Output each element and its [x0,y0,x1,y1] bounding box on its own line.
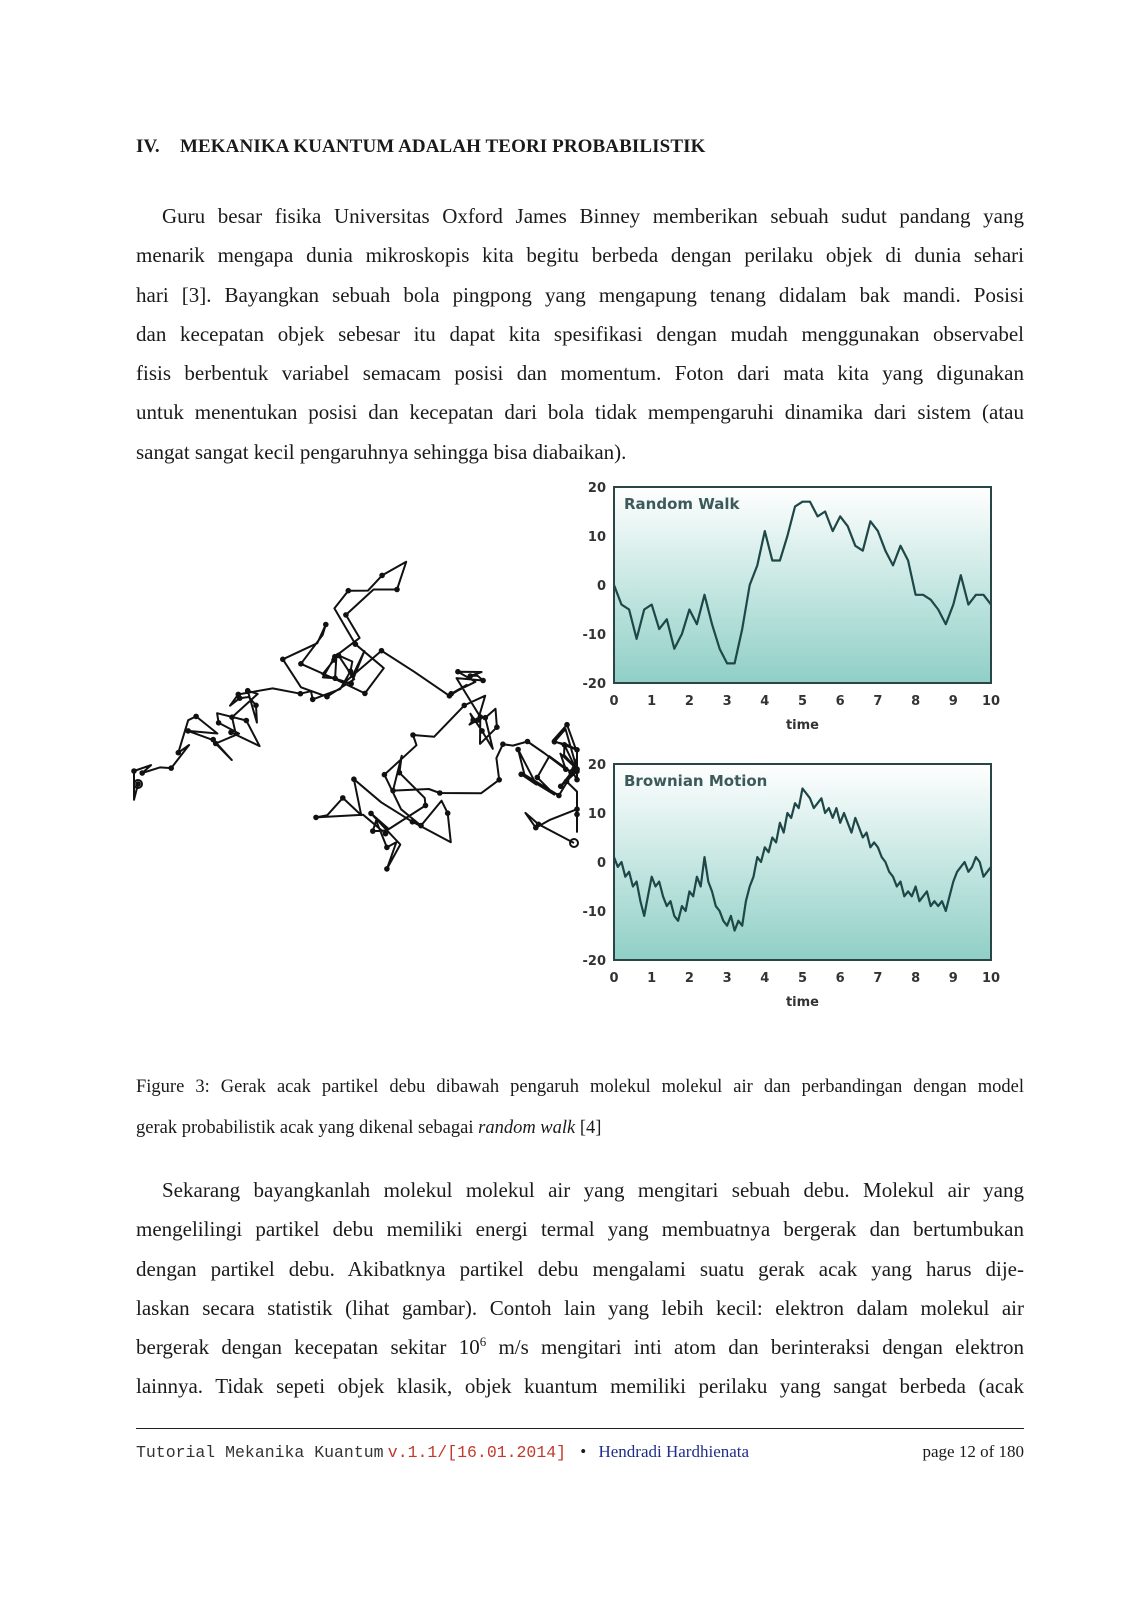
paragraph-line: hari [3]. Bayangkan sebuah bola pingpong yang mengapung tenang didalam bak mandi. Posisi [136,282,1024,307]
section-title: MEKANIKA KUANTUM ADALAH TEORI PROBABILISTIK [180,136,706,157]
page-number: page 12 of 180 [922,1442,1024,1461]
paragraph-line: lainnya. Tidak sepeti objek klasik, objek kuantum memiliki perilaku yang sangat berbeda (acak [136,1374,1024,1399]
y-tick-label: 0 [596,579,606,594]
paragraph-line: mengelilingi partikel debu memiliki energi termal yang membuatnya bergerak dan bertumbukan [136,1217,1024,1242]
y-tick-label: -20 [582,677,606,692]
x-tick-label: 5 [797,694,808,709]
y-tick-label: -20 [582,954,606,969]
section-number: IV. [136,136,160,157]
y-tick-label: 10 [587,530,606,545]
y-tick-label: 20 [587,481,606,496]
x-tick-label: 0 [609,971,619,986]
page-footer [136,1442,1024,1466]
paragraph-line: dan kecepatan objek sebesar itu dapat kita spesifikasi dengan mudah menggunakan observabel [136,321,1024,346]
x-tick-label: 3 [722,971,732,986]
x-tick-label: 4 [760,971,770,986]
x-tick-label: 2 [684,971,694,986]
x-tick-label: 1 [647,971,657,986]
figure-caption [136,1067,1024,1149]
x-tick-label: 9 [948,694,958,709]
y-tick-label: 10 [587,807,606,822]
x-tick-label: 6 [835,694,845,709]
chart-title: Brownian Motion [624,772,768,790]
paragraph-line: dengan partikel debu. Akibatknya partikel debu mengalami suatu gerak acak yang harus dije- [136,1256,1024,1281]
x-tick-label: 8 [911,971,921,986]
x-tick-label: 0 [609,694,619,709]
footer-bullet: • [580,1442,587,1461]
caption-emphasis: random walk [478,1118,576,1138]
brownian-motion-chart [582,758,1018,1022]
x-tick-label: 7 [873,971,883,986]
random-walk-chart [582,481,1018,745]
x-tick-label: 10 [981,971,1001,986]
x-axis-label: time [785,718,820,733]
x-tick-label: 5 [797,971,808,986]
trajectory-path [131,562,580,872]
x-tick-label: 8 [911,694,921,709]
x-tick-label: 10 [981,694,1001,709]
y-tick-label: 20 [587,758,606,773]
y-tick-label: -10 [582,628,606,643]
paragraph-line: bergerak dengan kecepatan sekitar $10^6$ m/s mengitari inti atom dan berinteraksi dengan elektron [136,1334,1024,1360]
x-tick-label: 6 [835,971,845,986]
paragraph-line: Sekarang bayangkanlah molekul molekul air yang mengitari sebuah debu. Molekul air yang [162,1178,1024,1202]
paragraph-line: menarik mengapa dunia mikroskopis kita begitu berbeda dengan perilaku objek di dunia sehari [136,243,1024,268]
x-tick-label: 9 [948,971,958,986]
paragraph-line: laskan secara statistik (lihat gambar). Contoh lain yang lebih kecil: elektron dalam molekul air [136,1295,1024,1320]
x-tick-label: 7 [873,694,883,709]
x-tick-label: 4 [760,694,770,709]
paragraph-line: sangat sangat kecil pengaruhnya sehingga bisa diabaikan). [136,439,627,464]
velocity-value: $10^6$ [458,1334,487,1360]
caption-line: Figure 3: Gerak acak partikel debu dibawah pengaruh molekul molekul air dan perbandingan dengan model [136,1077,1024,1097]
section-heading [136,136,705,158]
paragraph-intro [136,197,1024,472]
paragraph-line: Guru besar fisika Universitas Oxford James Binney memberikan sebuah sudut pandang yang [162,204,1024,228]
x-tick-label: 1 [647,694,657,709]
footer-divider [136,1428,1024,1429]
footer-author: Hendradi Hardhienata [598,1442,750,1461]
paragraph-line: untuk menentukan posisi dan kecepatan dari bola tidak mempengaruhi dinamika dari sistem (atau [136,400,1024,425]
paragraph-water-molecules [136,1171,1024,1407]
brownian-trajectory-illustration [132,555,582,935]
plot-area [614,487,991,683]
footer-version: v.1.1/[16.01.2014] [387,1443,567,1462]
paragraph-line: fisis berbentuk variabel semacam posisi dan momentum. Foton dari mata kita yang digunakan [136,361,1024,386]
chart-title: Random Walk [624,495,740,513]
footer-tutorial-title: Tutorial Mekanika Kuantum [136,1443,384,1462]
caption-line: gerak probabilistik acak yang dikenal sebagai random walk [4] [136,1118,602,1138]
x-tick-label: 3 [722,694,732,709]
x-tick-label: 2 [684,694,694,709]
y-tick-label: 0 [596,856,606,871]
y-tick-label: -10 [582,905,606,920]
x-axis-label: time [785,995,820,1010]
